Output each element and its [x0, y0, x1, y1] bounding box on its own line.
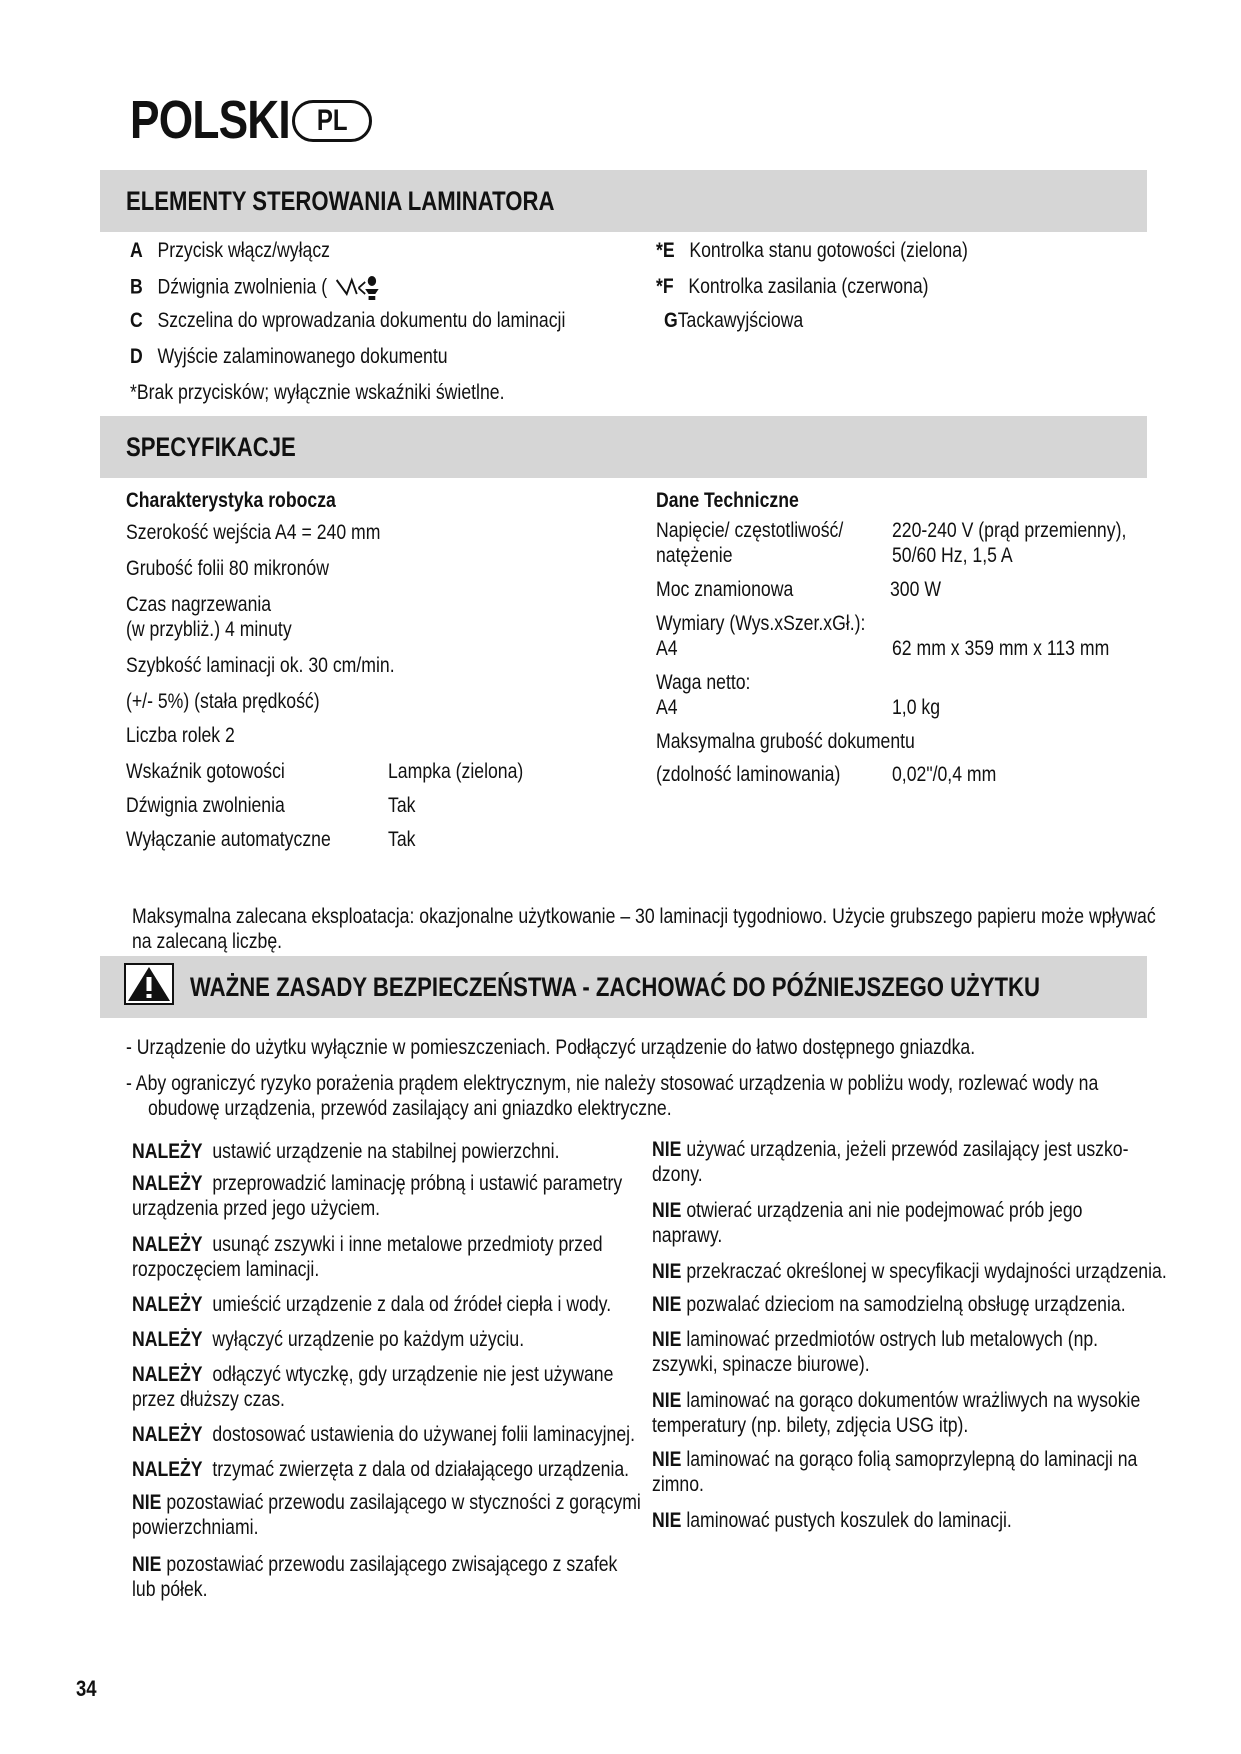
control-item: *E Kontrolka stanu gotowości (zielona): [656, 239, 968, 262]
spec-value: 50/60 Hz, 1,5 A: [892, 544, 1013, 567]
safety-rule: NIE pozostawiać przewodu zasilającego w styczności z gorącymi: [132, 1491, 641, 1514]
safety-rule: NALEŻY odłączyć wtyczkę, gdy urządzenie nie jest używane: [132, 1363, 614, 1386]
safety-section-header: [100, 956, 1147, 1018]
safety-rule: NIE laminować przedmiotów ostrych lub metalowych (np.: [652, 1328, 1099, 1351]
safety-rule: NIE laminować na gorąco dokumentów wrażliwych na wysokie: [652, 1389, 1141, 1412]
safety-rule: NIE laminować na gorąco folią samoprzylepną do laminacji na: [652, 1448, 1138, 1471]
safety-rule: NIE otwierać urządzenia ani nie podejmować prób jego: [652, 1199, 1083, 1222]
spec-label: Maksymalna grubość dokumentu: [656, 730, 915, 753]
spec-label: A4: [656, 637, 678, 660]
spec-line: (w przybliż.) 4 minuty: [126, 618, 292, 641]
spec-label: Moc znamionowa: [656, 578, 794, 601]
language-header: [130, 90, 348, 150]
control-item: C Szczelina do wprowadzania dokumentu do laminacji: [130, 309, 566, 332]
spec-value: 300 W: [890, 578, 941, 601]
safety-rule: NIE używać urządzenia, jeżeli przewód zasilający jest uszko-: [652, 1138, 1129, 1161]
spec-value: Lampka (zielona): [388, 760, 524, 783]
safety-rule-cont: naprawy.: [652, 1224, 723, 1247]
spec-line: Liczba rolek 2: [126, 724, 235, 747]
controls-section-header: [100, 170, 1147, 232]
page-number: 34: [76, 1676, 97, 1701]
safety-rule: NALEŻY umieścić urządzenie z dala od źródeł ciepła i wody.: [132, 1293, 612, 1316]
spec-label: Wymiary (Wys.xSzer.xGł.):: [656, 612, 866, 635]
safety-rule: NIE przekraczać określonej w specyfikacji wydajności urządzenia.: [652, 1260, 1167, 1283]
spec-line: Szybkość laminacji ok. 30 cm/min.: [126, 654, 395, 677]
spec-value: 0,02"/0,4 mm: [892, 763, 997, 786]
spec-label: (zdolność laminowania): [656, 763, 841, 786]
control-item: GTackawyjściowa: [664, 309, 804, 332]
control-item: *F Kontrolka zasilania (czerwona): [656, 275, 929, 298]
spec-value: 220-240 V (prąd przemienny),: [892, 519, 1127, 542]
safety-rule-cont: przez dłuższy czas.: [132, 1388, 285, 1411]
spec-label: Napięcie/ częstotliwość/: [656, 519, 844, 542]
safety-title: WAŻNE ZASADY BEZPIECZEŃSTWA - ZACHOWAĆ DO PÓŹNIEJSZEGO UŻYTKU: [190, 972, 1040, 1002]
spec-label: A4: [656, 696, 678, 719]
safety-rule: NALEŻY wyłączyć urządzenie po każdym użyciu.: [132, 1328, 525, 1351]
spec-label: natężenie: [656, 544, 733, 567]
safety-rule-cont: zimno.: [652, 1473, 704, 1496]
spec-label: Wyłączanie automatyczne: [126, 828, 331, 851]
safety-rule: NIE laminować pustych koszulek do laminacji.: [652, 1509, 1012, 1532]
safety-rule: NALEŻY dostosować ustawienia do używanej folii laminacyjnej.: [132, 1423, 635, 1446]
spec-label: Dźwignia zwolnienia: [126, 794, 285, 817]
safety-intro-line: - Aby ograniczyć ryzyko porażenia prądem elektrycznym, nie należy stosować urządzenia w pobliżu wody, rozlewać wody na: [126, 1072, 1099, 1095]
spec-value: 1,0 kg: [892, 696, 941, 719]
spec-line: Grubość folii 80 mikronów: [126, 557, 329, 580]
safety-intro-line: - Urządzenie do użytku wyłącznie w pomieszczeniach. Podłączyć urządzenie do łatwo dostępnego gniazdka.: [126, 1036, 976, 1059]
technical-heading: Dane Techniczne: [656, 489, 799, 512]
usage-note: na zalecaną liczbę.: [132, 930, 283, 953]
safety-rule: NIE pozostawiać przewodu zasilającego zwisającego z szafek: [132, 1553, 618, 1576]
control-item: A Przycisk włącz/wyłącz: [130, 239, 330, 262]
safety-rule-cont: powierzchniami.: [132, 1516, 259, 1539]
spec-line: (+/- 5%) (stała prędkość): [126, 690, 320, 713]
controls-title: ELEMENTY STEROWANIA LAMINATORA: [126, 186, 555, 216]
specs-title: SPECYFIKACJE: [126, 432, 296, 462]
warning-icon: [124, 963, 174, 1005]
spec-line: Czas nagrzewania: [126, 593, 272, 616]
spec-value: 62 mm x 359 mm x 113 mm: [892, 637, 1110, 660]
spec-label: Wskaźnik gotowości: [126, 760, 285, 783]
spec-value: Tak: [388, 828, 416, 851]
language-title: POLSKI: [130, 90, 290, 150]
release-lever-icon: [335, 274, 380, 302]
safety-rule-cont: temperatury (np. bilety, zdjęcia USG itp).: [652, 1414, 969, 1437]
specs-section-header: [100, 416, 1147, 478]
control-item: B Dźwignia zwolnienia (: [130, 274, 381, 302]
control-item: D Wyjście zalaminowanego dokumentu: [130, 345, 448, 368]
safety-rule-cont: dzony.: [652, 1163, 703, 1186]
safety-intro-line: obudowę urządzenia, przewód zasilający ani gniazdko elektryczne.: [148, 1097, 672, 1120]
performance-heading: Charakterystyka robocza: [126, 489, 336, 512]
safety-rule: NALEŻY ustawić urządzenie na stabilnej powierzchni.: [132, 1140, 560, 1163]
safety-rule-cont: zszywki, spinacze biurowe).: [652, 1353, 870, 1376]
usage-note: Maksymalna zalecana eksploatacja: okazjonalne użytkowanie – 30 laminacji tygodniowo. Użycie grubszego papieru może wpływać: [132, 905, 1156, 928]
spec-value: Tak: [388, 794, 416, 817]
safety-rule-cont: urządzenia przed jego użyciem.: [132, 1197, 381, 1220]
safety-rule-cont: rozpoczęciem laminacji.: [132, 1258, 320, 1281]
spec-label: Waga netto:: [656, 671, 751, 694]
safety-rule: NALEŻY przeprowadzić laminację próbną i ustawić parametry: [132, 1172, 623, 1195]
safety-rule: NALEŻY trzymać zwierzęta z dala od działającego urządzenia.: [132, 1458, 630, 1481]
safety-rule-cont: lub półek.: [132, 1578, 208, 1601]
language-badge: PL: [292, 100, 372, 142]
controls-footnote: *Brak przycisków; wyłącznie wskaźniki świetlne.: [130, 381, 505, 404]
safety-rule: NALEŻY usunąć zszywki i inne metalowe przedmioty przed: [132, 1233, 603, 1256]
spec-line: Szerokość wejścia A4 = 240 mm: [126, 521, 381, 544]
safety-rule: NIE pozwalać dzieciom na samodzielną obsługę urządzenia.: [652, 1293, 1126, 1316]
